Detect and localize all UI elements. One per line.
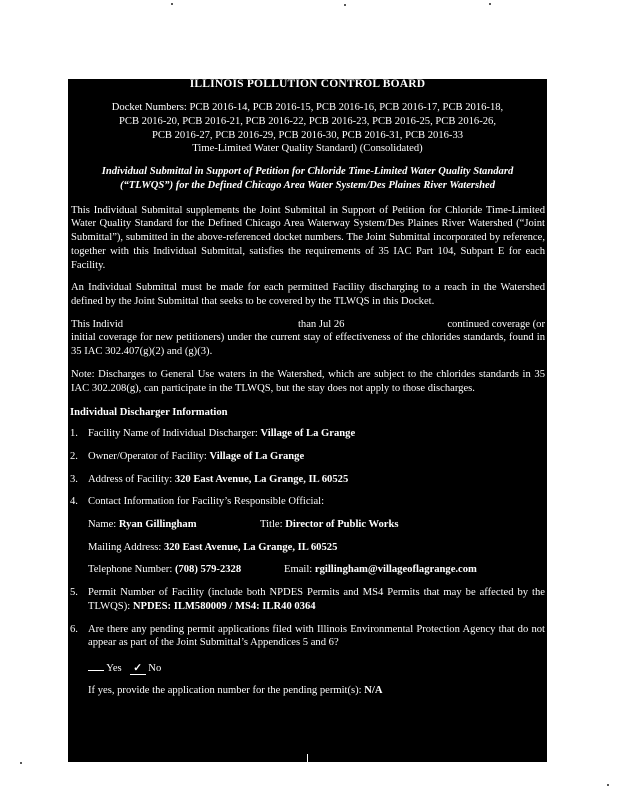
- contact-info-label: Contact Information for Facility’s Responsible Official:: [88, 496, 325, 508]
- intro-paragraph: This Individual Submittal supplements the Joint Submittal in Support of Petition for Chloride Time-Limited Water Quality Standard for the Defined Chicago Area Waterway System/Des Plaines River Watershed (“Joint Submittal”), submitted in the above-referenced docket numbers. The Joint Submittal incorporated by reference, together with this Individual Submittal, satisfies the requirements of 35 IAC Part 104, Subpart E for each Facility.: [71, 204, 545, 271]
- telephone-value: (708) 579-2328: [174, 564, 242, 576]
- subtitle-line: (“TLWQS”) for the Defined Chicago Area Water System/Des Plaines River Watershed: [119, 179, 496, 191]
- docket-line: PCB 2016-27, PCB 2016-29, PCB 2016-30, PCB 2016-31, PCB 2016-33: [151, 129, 464, 141]
- field-label: Title:: [260, 519, 283, 531]
- yes-no-row: [70, 660, 545, 675]
- contact-name-value: Ryan Gillingham: [118, 519, 197, 531]
- pending-applications-question: Are there any pending permit applications filed with Illinois Environmental Protection Agency that do not appear as part of the Joint Submittal’s Appendices 5 and 6?: [88, 623, 545, 649]
- item-body: [88, 586, 545, 613]
- section-heading: Individual Discharger Information: [70, 407, 228, 419]
- note-paragraph: Note: Discharges to General Use waters in the Watershed, which are subject to the chlorides standards in 35 IAC 302.208(g), can participate in the TLWQS, but the stay does not apply to those discharges.: [71, 368, 545, 394]
- item-body: [88, 427, 545, 441]
- facility-address-value: 320 East Avenue, La Grange, IL 60525: [174, 473, 349, 485]
- contact-name-title-row: [70, 518, 545, 532]
- telephone: [88, 563, 284, 577]
- field-label: Telephone Number:: [88, 564, 173, 576]
- item-body: [88, 473, 545, 487]
- page-edge-mark: [307, 754, 308, 762]
- field-label: Mailing Address:: [88, 541, 162, 553]
- item-permit-number: [70, 586, 545, 613]
- docket-line: Time-Limited Water Quality Standard) (Consolidated): [192, 143, 423, 155]
- mailing-address-value: 320 East Avenue, La Grange, IL 60525: [163, 541, 338, 553]
- field-label: Address of Facility:: [88, 473, 173, 485]
- document-page: [68, 79, 547, 762]
- board-title: ILLINOIS POLLUTION CONTROL BOARD: [189, 78, 426, 90]
- contact-title: [260, 518, 399, 532]
- deadline-paragraph: [70, 318, 545, 359]
- deadline-line: [71, 318, 545, 332]
- yes-checkbox[interactable]: [88, 660, 104, 671]
- item-body: [88, 450, 545, 464]
- deadline-fragment: than Jul 26: [297, 318, 345, 330]
- contact-name: [88, 518, 260, 532]
- scan-speck: [489, 3, 491, 5]
- deadline-rest: initial coverage for new petitioners) under the current stay of effectiveness of the chlorides standards, found in 35 IAC 302.407(g)(2) and (g)(3).: [71, 332, 545, 358]
- yes-label: Yes: [106, 662, 122, 674]
- mailing-address-row: [70, 541, 545, 555]
- owner-operator-value: Village of La Grange: [209, 450, 305, 462]
- item-number: 5.: [70, 587, 78, 599]
- item-facility-address: [70, 473, 545, 487]
- field-label: Email:: [284, 564, 313, 576]
- item-pending-applications: [70, 623, 545, 650]
- item-number: 2.: [70, 450, 78, 462]
- scan-speck: [171, 3, 173, 5]
- permit-number-value: NPDES: ILM580009 / MS4: ILR40 0364: [132, 600, 316, 612]
- field-label: Facility Name of Individual Discharger:: [88, 428, 258, 440]
- phone-email-row: [70, 563, 545, 577]
- scan-speck: [20, 762, 22, 764]
- scan-speck: [607, 784, 609, 786]
- item-number: 6.: [70, 623, 78, 635]
- deadline-fragment: continued coverage (or: [447, 318, 545, 330]
- no-checkbox[interactable]: ✓: [130, 662, 146, 675]
- item-owner-operator: [70, 450, 545, 464]
- docket-numbers: [70, 101, 545, 156]
- contact-title-value: Director of Public Works: [285, 519, 399, 531]
- subtitle-line: Individual Submittal in Support of Petition for Chloride Time-Limited Water Quality Standard: [101, 166, 514, 178]
- no-label: No: [148, 662, 162, 674]
- email-value: rgillingham@villageoflagrange.com: [314, 564, 477, 576]
- redacted-gap: [149, 318, 273, 332]
- docket-line: Docket Numbers: PCB 2016-14, PCB 2016-15, PCB 2016-16, PCB 2016-17, PCB 2016-18,: [111, 102, 504, 113]
- field-label: Owner/Operator of Facility:: [88, 450, 207, 462]
- item-number: 1.: [70, 428, 78, 440]
- field-label: Name:: [88, 519, 117, 531]
- item-facility-name: [70, 427, 545, 441]
- field-label: If yes, provide the application number for the pending permit(s):: [88, 684, 362, 696]
- scan-speck: [344, 4, 346, 6]
- pending-permit-value: N/A: [364, 684, 383, 696]
- redacted-gap: [370, 318, 422, 332]
- item-number: 3.: [70, 473, 78, 485]
- facility-name-value: Village of La Grange: [260, 428, 356, 440]
- field-label: Permit Number of Facility (include both NPDES Permits and MS4 Permits that may be affected by the TLWQS):: [88, 587, 545, 612]
- docket-line: PCB 2016-20, PCB 2016-21, PCB 2016-22, PCB 2016-23, PCB 2016-25, PCB 2016-26,: [118, 115, 497, 127]
- pending-permit-row: [70, 684, 545, 698]
- document-subtitle: [70, 165, 545, 193]
- item-contact-info: [70, 495, 545, 509]
- email: [284, 563, 477, 577]
- deadline-fragment: This Individ: [71, 318, 124, 330]
- submittal-requirement-paragraph: An Individual Submittal must be made for each permitted Facility discharging to a reach in the Watershed defined by the Joint Submittal that seeks to be covered by the TLWQS in this Docket.: [71, 282, 545, 307]
- item-number: 4.: [70, 496, 78, 508]
